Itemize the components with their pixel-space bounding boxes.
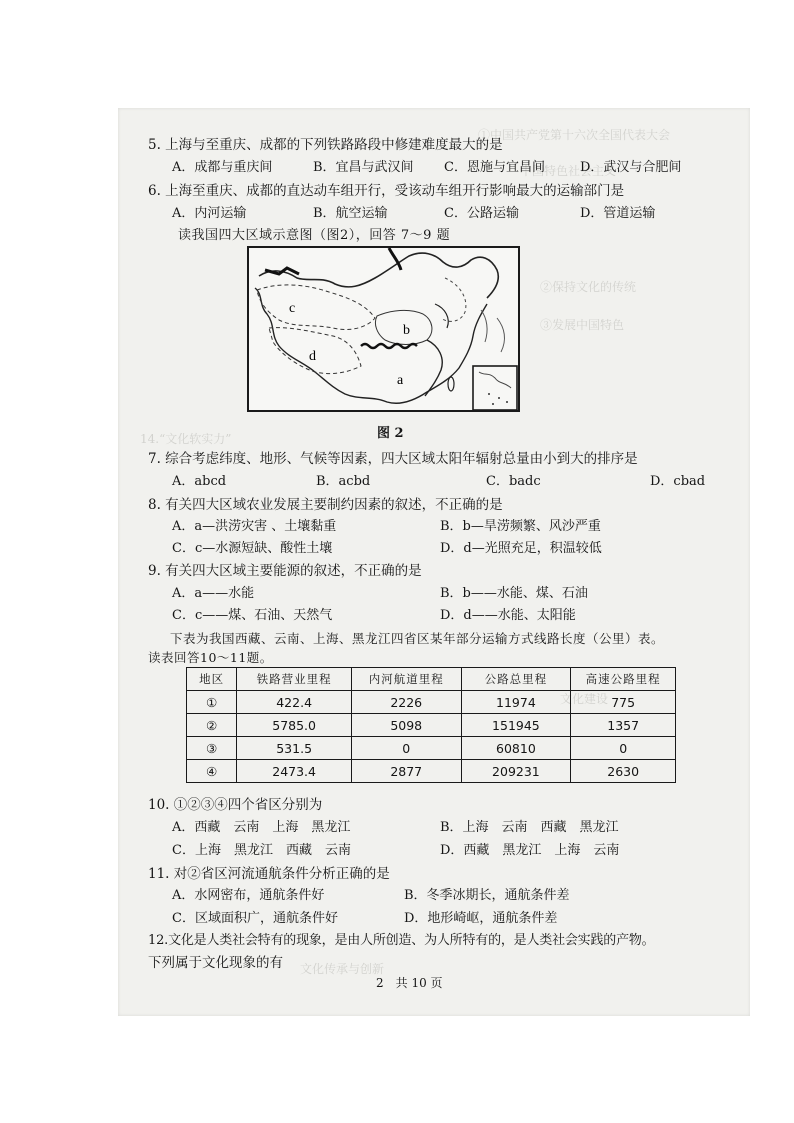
q10-option-d: D．西藏 黑龙江 上海 云南 bbox=[440, 843, 620, 858]
q10-option-c: C．上海 黑龙江 西藏 云南 bbox=[172, 843, 351, 858]
q9-option-a: A．a——水能 bbox=[172, 586, 255, 601]
bleed-through: ③发展中国特色 bbox=[540, 318, 625, 332]
table-cell: 422.4 bbox=[237, 691, 352, 714]
table-header: 地区 bbox=[187, 668, 237, 691]
q9-option-c: C．c——煤、石油、天然气 bbox=[172, 608, 333, 623]
table-cell: 5098 bbox=[351, 714, 461, 737]
region-label-b: b bbox=[403, 323, 410, 338]
q6-option-d: D．管道运输 bbox=[580, 206, 656, 221]
bohai-coast bbox=[435, 304, 448, 328]
q6-option-a: A．内河运输 bbox=[172, 206, 247, 221]
q6-option-c: C．公路运输 bbox=[444, 206, 519, 221]
q5-option-b: B．宜昌与武汉间 bbox=[313, 160, 414, 175]
table-header: 高速公路里程 bbox=[571, 668, 676, 691]
border-segment-bold bbox=[389, 248, 401, 270]
table-intro-line-1: 下表为我国西藏、云南、上海、黑龙江四省区某年部分运输方式线路长度（公里）表。 bbox=[170, 631, 665, 646]
table-row bbox=[187, 760, 676, 783]
china-regions-map bbox=[247, 246, 520, 412]
korea-outline bbox=[481, 310, 487, 342]
q8-option-a: A．a—洪涝灾害 、土壤黏重 bbox=[172, 519, 337, 534]
question-12-stem-1: 12.文化是人类社会特有的现象，是由人所创造、为人所特有的，是人类社会实践的产物。 bbox=[148, 933, 655, 948]
map-intro: 读我国四大区域示意图（图2），回答 7～9 题 bbox=[178, 228, 451, 243]
table-cell: 2226 bbox=[351, 691, 461, 714]
table-cell: 60810 bbox=[461, 737, 571, 760]
table-cell: 11974 bbox=[461, 691, 571, 714]
table-row bbox=[187, 714, 676, 737]
question-7-stem: 7. 综合考虑纬度、地形、气候等因素，四大区域太阳年辐射总量由小到大的排序是 bbox=[148, 451, 638, 467]
q7-option-d: D．cbad bbox=[650, 474, 706, 489]
table-cell: ① bbox=[187, 691, 237, 714]
question-9-stem: 9. 有关四大区域主要能源的叙述，不正确的是 bbox=[148, 563, 422, 579]
page-number: 2 共 10 页 bbox=[376, 976, 443, 990]
q8-option-c: C．c—水源短缺、酸性土壤 bbox=[172, 541, 333, 556]
figure-caption: 图 2 bbox=[377, 426, 404, 441]
q5-option-d: D．武汉与合肥间 bbox=[580, 160, 682, 175]
table-cell: ③ bbox=[187, 737, 237, 760]
question-8-stem: 8. 有关四大区域农业发展主要制约因素的叙述，不正确的是 bbox=[148, 497, 503, 513]
q11-option-b: B．冬季冰期长，通航条件差 bbox=[404, 888, 570, 903]
q8-option-d: D．d—光照充足，积温较低 bbox=[440, 541, 602, 556]
bleed-through: 中国特色社会主义 bbox=[520, 164, 617, 178]
question-12-stem-2: 下列属于文化现象的有 bbox=[148, 955, 283, 971]
q10-option-a: A．西藏 云南 上海 黑龙江 bbox=[172, 820, 351, 835]
region-c-boundary bbox=[257, 285, 375, 330]
q11-option-d: D．地形崎岖，通航条件差 bbox=[404, 911, 558, 926]
table-cell: 1357 bbox=[571, 714, 676, 737]
bleed-through: ②保持文化的传统 bbox=[540, 280, 637, 294]
q7-option-a: A．abcd bbox=[172, 474, 227, 489]
q9-option-b: B．b——水能、煤、石油 bbox=[440, 586, 588, 601]
transport-length-table bbox=[186, 667, 676, 783]
japan-outline bbox=[497, 318, 504, 352]
table-row bbox=[187, 737, 676, 760]
table-cell: 2630 bbox=[571, 760, 676, 783]
table-cell: 209231 bbox=[461, 760, 571, 783]
q5-option-a: A．成都与重庆间 bbox=[172, 160, 273, 175]
q8-option-b: B．b—旱涝频繁、风沙严重 bbox=[440, 519, 601, 534]
table-cell: 0 bbox=[571, 737, 676, 760]
bleed-through: 文化建设 bbox=[560, 692, 609, 706]
table-cell: ④ bbox=[187, 760, 237, 783]
q6-option-b: B．航空运输 bbox=[313, 206, 388, 221]
bleed-through: ①中国共产党第十六次全国代表大会 bbox=[478, 128, 671, 142]
q10-option-b: B．上海 云南 西藏 黑龙江 bbox=[440, 820, 619, 835]
table-cell: 531.5 bbox=[237, 737, 352, 760]
table-cell: ② bbox=[187, 714, 237, 737]
table-cell: 0 bbox=[351, 737, 461, 760]
taiwan-island bbox=[448, 377, 454, 391]
q9-option-d: D．d——水能、太阳能 bbox=[440, 608, 576, 623]
table-header: 铁路营业里程 bbox=[237, 668, 352, 691]
region-label-c: c bbox=[289, 301, 296, 316]
table-cell: 151945 bbox=[461, 714, 571, 737]
question-5-stem: 5. 上海与至重庆、成都的下列铁路路段中修建难度最大的是 bbox=[148, 137, 503, 153]
region-label-d: d bbox=[309, 349, 316, 364]
table-cell: 2473.4 bbox=[237, 760, 352, 783]
table-header: 公路总里程 bbox=[461, 668, 571, 691]
table-cell: 5785.0 bbox=[237, 714, 352, 737]
border-segment-bold bbox=[265, 268, 299, 274]
table-intro-line-2: 读表回答10～11题。 bbox=[148, 650, 273, 665]
map-drawing bbox=[249, 248, 518, 410]
northern-border bbox=[259, 253, 498, 298]
question-11-stem: 11. 对②省区河流通航条件分析正确的是 bbox=[148, 866, 390, 882]
region-label-a: a bbox=[397, 373, 404, 388]
question-10-stem: 10. ①②③④四个省区分别为 bbox=[148, 797, 323, 813]
table-header-row bbox=[187, 668, 676, 691]
q7-option-b: B．acbd bbox=[316, 474, 371, 489]
q5-option-c: C．恩施与宜昌间 bbox=[444, 160, 545, 175]
table-header: 内河航道里程 bbox=[351, 668, 461, 691]
q11-option-a: A．水网密布，通航条件好 bbox=[172, 888, 325, 903]
bleed-through: 14.“文化软实力” bbox=[140, 432, 232, 446]
table-row bbox=[187, 691, 676, 714]
question-6-stem: 6. 上海至重庆、成都的直达动车组开行，受该动车组开行影响最大的运输部门是 bbox=[148, 183, 625, 199]
q11-option-c: C．区域面积广，通航条件好 bbox=[172, 911, 338, 926]
q7-option-c: C．badc bbox=[486, 474, 541, 489]
table-cell: 2877 bbox=[351, 760, 461, 783]
northeast-boundary bbox=[441, 278, 466, 321]
bleed-through: 文化传承与创新 bbox=[300, 962, 385, 976]
table-cell: 775 bbox=[571, 691, 676, 714]
